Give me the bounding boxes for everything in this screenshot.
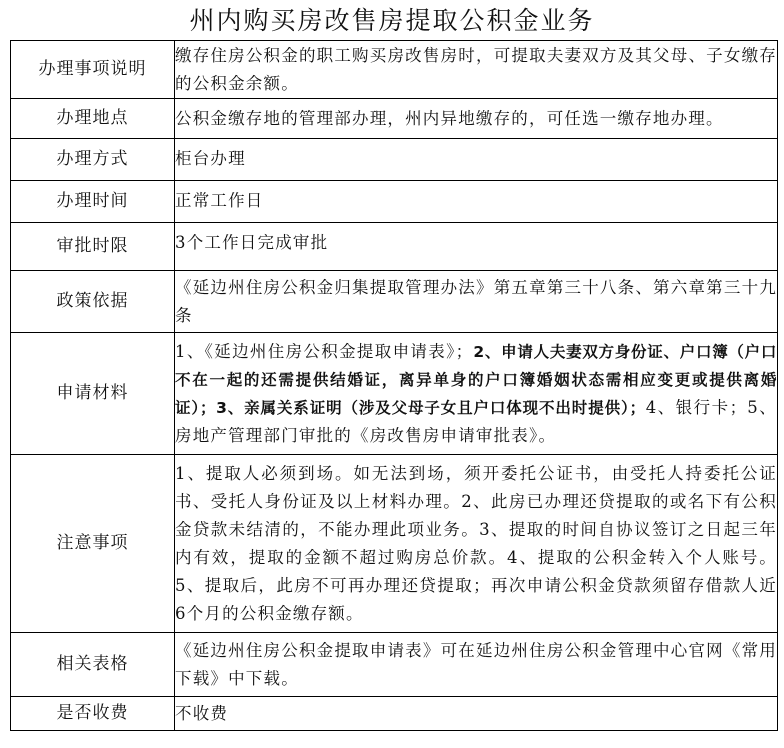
row-content-forms: 《延边州住房公积金提取申请表》可在延边州住房公积金管理中心官网《常用下载》中下载。 bbox=[175, 633, 778, 697]
row-label-hours: 办理时间 bbox=[11, 181, 175, 223]
row-label-forms: 相关表格 bbox=[11, 633, 175, 697]
table-row-fee bbox=[11, 697, 778, 731]
row-content-notes: 1、提取人必须到场。如无法到场，须开委托公证书，由受托人持委托公证书、受托人身份证及以上材料办理。2、此房已办理还贷提取的或名下有公积金贷款未结清的，不能办理此项业务。3、提取的时间自协议签订之日起三年内有效，提取的金额不超过购房总价款。4、提取的公积金转入个人账号。5、提取后，此房不可再办理还贷提取；再次申请公积金贷款须留存借款人近6个月的公积金缴存额。 bbox=[175, 455, 778, 633]
table-row-notes bbox=[11, 455, 778, 633]
document-title: 州内购买房改售房提取公积金业务 bbox=[189, 6, 595, 35]
table-row-approval-time bbox=[11, 223, 778, 271]
table-row-forms bbox=[11, 633, 778, 697]
row-label-method: 办理方式 bbox=[11, 139, 175, 181]
table-row-item-desc bbox=[11, 41, 778, 99]
row-label-fee: 是否收费 bbox=[11, 697, 175, 731]
row-content-method: 柜台办理 bbox=[175, 139, 778, 181]
table-row-hours bbox=[11, 181, 778, 223]
table-row-method bbox=[11, 139, 778, 181]
table-row-materials bbox=[11, 333, 778, 455]
materials-part-1: 1、《延边州住房公积金提取申请表》； bbox=[175, 341, 474, 361]
materials-part-2: 2、申请人夫妻双方身份证、户口簿（户口不在一起的还需提供结婚证，离异单身的户口簿婚姻状态需相应变更或提供离婚证）；3、亲属关系证明（涉及父母子女且户口体现不出时提供）； bbox=[175, 342, 777, 417]
materials-part-3: 4、银行卡；5、房地产管理部门审批的《房改售房申请审批表》。 bbox=[175, 397, 777, 445]
row-content-fee: 不收费 bbox=[175, 697, 778, 731]
row-label-approval-time: 审批时限 bbox=[11, 223, 175, 271]
row-label-item-desc: 办理事项说明 bbox=[11, 41, 175, 99]
row-label-location: 办理地点 bbox=[11, 99, 175, 139]
row-content-approval-time: 3个工作日完成审批 bbox=[175, 223, 778, 271]
table-row-location bbox=[11, 99, 778, 139]
info-table bbox=[10, 40, 778, 731]
row-label-notes: 注意事项 bbox=[11, 455, 175, 633]
row-content-hours: 正常工作日 bbox=[175, 181, 778, 223]
row-content-item-desc: 缴存住房公积金的职工购买房改售房时，可提取夫妻双方及其父母、子女缴存的公积金余额。 bbox=[175, 41, 778, 99]
row-content-policy: 《延边州住房公积金归集提取管理办法》第五章第三十八条、第六章第三十九条 bbox=[175, 271, 778, 333]
row-label-materials: 申请材料 bbox=[11, 333, 175, 455]
row-content-materials bbox=[175, 333, 778, 455]
table-row-policy bbox=[11, 271, 778, 333]
row-label-policy: 政策依据 bbox=[11, 271, 175, 333]
row-content-location: 公积金缴存地的管理部办理，州内异地缴存的，可任选一缴存地办理。 bbox=[175, 99, 778, 139]
